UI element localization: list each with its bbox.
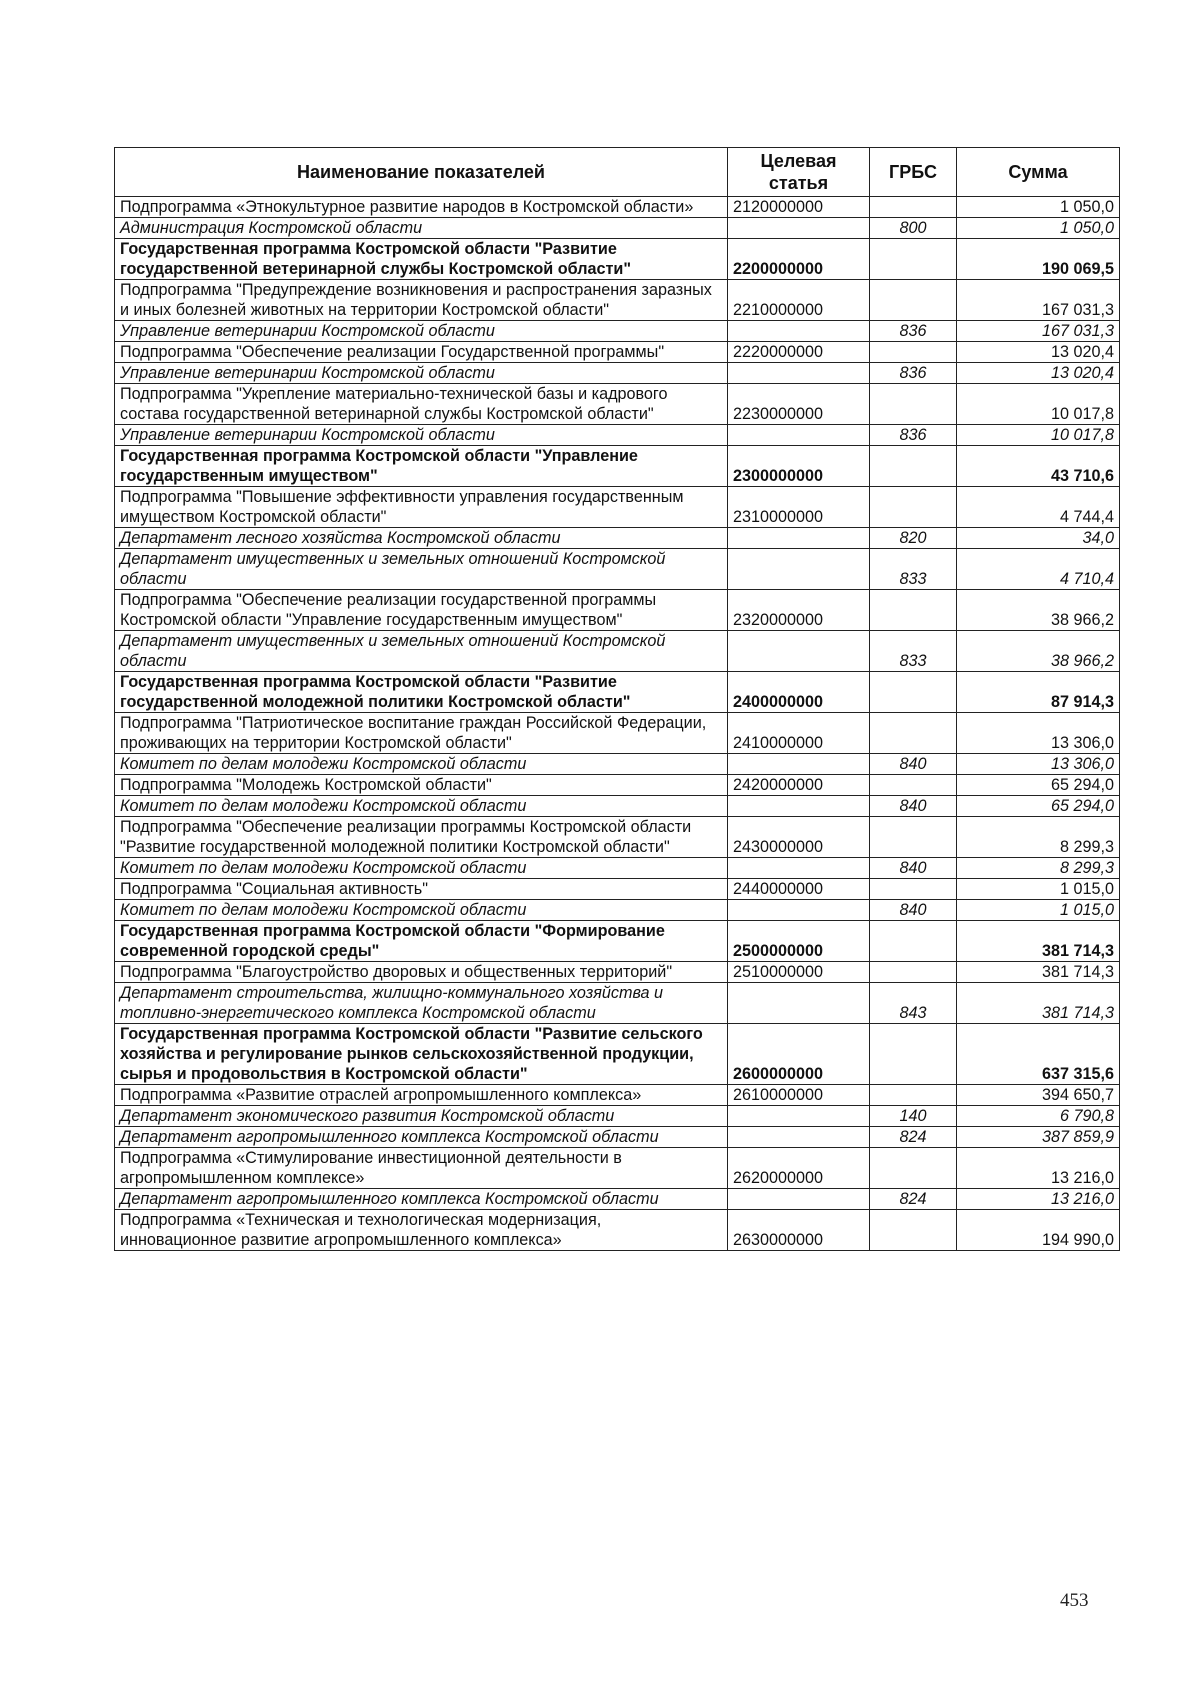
row-code: [728, 858, 870, 879]
row-sum: 8 299,3: [957, 858, 1120, 879]
row-code: [728, 631, 870, 672]
table-row: [115, 631, 1120, 672]
row-code: 2400000000: [728, 672, 870, 713]
row-grbs: [870, 713, 957, 754]
row-grbs: [870, 446, 957, 487]
row-code: 2610000000: [728, 1085, 870, 1106]
row-grbs: [870, 342, 957, 363]
table-row: [115, 425, 1120, 446]
row-sum: 13 306,0: [957, 754, 1120, 775]
row-sum: 637 315,6: [957, 1024, 1120, 1085]
row-sum: 10 017,8: [957, 384, 1120, 425]
row-grbs: 840: [870, 858, 957, 879]
row-code: [728, 528, 870, 549]
row-name: Подпрограмма «Развитие отраслей агропромышленного комплекса»: [115, 1085, 728, 1106]
row-code: [728, 363, 870, 384]
row-grbs: 840: [870, 754, 957, 775]
budget-table: [114, 147, 1120, 1251]
table-row: [115, 1210, 1120, 1251]
row-name: Подпрограмма "Благоустройство дворовых и общественных территорий": [115, 962, 728, 983]
row-name: Подпрограмма "Обеспечение реализации программы Костромской области "Развитие государственной молодежной политики Костромской области": [115, 817, 728, 858]
row-code: [728, 549, 870, 590]
row-name: Подпрограмма "Молодежь Костромской области": [115, 775, 728, 796]
row-grbs: [870, 1148, 957, 1189]
table-row: [115, 983, 1120, 1024]
row-grbs: 836: [870, 363, 957, 384]
row-sum: 87 914,3: [957, 672, 1120, 713]
row-name: Подпрограмма "Предупреждение возникновения и распространения заразных и иных болезней животных на территории Костромской области": [115, 280, 728, 321]
row-sum: 1 015,0: [957, 879, 1120, 900]
row-grbs: [870, 1024, 957, 1085]
row-name: Подпрограмма «Стимулирование инвестиционной деятельности в агропромышленном комплексе»: [115, 1148, 728, 1189]
table-row: [115, 921, 1120, 962]
row-name: Государственная программа Костромской области "Развитие государственной ветеринарной службы Костромской области": [115, 239, 728, 280]
table-row: [115, 754, 1120, 775]
row-sum: 43 710,6: [957, 446, 1120, 487]
row-sum: 167 031,3: [957, 280, 1120, 321]
row-code: 2220000000: [728, 342, 870, 363]
row-code: [728, 218, 870, 239]
table-row: [115, 239, 1120, 280]
row-sum: 65 294,0: [957, 796, 1120, 817]
table-row: [115, 321, 1120, 342]
row-sum: 6 790,8: [957, 1106, 1120, 1127]
header-name: Наименование показателей: [115, 148, 728, 197]
row-code: [728, 1106, 870, 1127]
page-number: 453: [1060, 1590, 1089, 1611]
table-row: [115, 1106, 1120, 1127]
row-sum: 381 714,3: [957, 962, 1120, 983]
row-sum: 387 859,9: [957, 1127, 1120, 1148]
table-row: [115, 1148, 1120, 1189]
row-sum: 194 990,0: [957, 1210, 1120, 1251]
row-code: [728, 321, 870, 342]
row-grbs: 824: [870, 1189, 957, 1210]
row-grbs: 840: [870, 796, 957, 817]
row-grbs: [870, 672, 957, 713]
table-row: [115, 1085, 1120, 1106]
table-row: [115, 590, 1120, 631]
table-row: [115, 549, 1120, 590]
row-name: Департамент агропромышленного комплекса Костромской области: [115, 1189, 728, 1210]
header-grbs: ГРБС: [870, 148, 957, 197]
table-row: [115, 817, 1120, 858]
row-sum: 381 714,3: [957, 983, 1120, 1024]
row-code: 2440000000: [728, 879, 870, 900]
row-name: Подпрограмма "Обеспечение реализации Государственной программы": [115, 342, 728, 363]
row-code: 2320000000: [728, 590, 870, 631]
table-row: [115, 713, 1120, 754]
row-name: Подпрограмма «Техническая и технологическая модернизация, инновационное развитие агропромышленного комплекса»: [115, 1210, 728, 1251]
row-name: Управление ветеринарии Костромской области: [115, 321, 728, 342]
header-sum: Сумма: [957, 148, 1120, 197]
row-code: [728, 425, 870, 446]
table-row: [115, 775, 1120, 796]
table-row: [115, 1127, 1120, 1148]
row-grbs: [870, 879, 957, 900]
table-row: [115, 900, 1120, 921]
row-name: Государственная программа Костромской области "Управление государственным имуществом": [115, 446, 728, 487]
row-code: 2620000000: [728, 1148, 870, 1189]
row-name: Подпрограмма "Повышение эффективности управления государственным имуществом Костромской области": [115, 487, 728, 528]
row-sum: 13 216,0: [957, 1189, 1120, 1210]
row-name: Комитет по делам молодежи Костромской области: [115, 796, 728, 817]
table-row: [115, 528, 1120, 549]
row-code: [728, 1127, 870, 1148]
row-sum: 381 714,3: [957, 921, 1120, 962]
row-name: Департамент агропромышленного комплекса Костромской области: [115, 1127, 728, 1148]
row-grbs: 140: [870, 1106, 957, 1127]
row-name: Подпрограмма "Патриотическое воспитание граждан Российской Федерации, проживающих на территории Костромской области": [115, 713, 728, 754]
row-code: [728, 796, 870, 817]
row-sum: 65 294,0: [957, 775, 1120, 796]
row-name: Комитет по делам молодежи Костромской области: [115, 858, 728, 879]
row-grbs: [870, 1085, 957, 1106]
row-grbs: 800: [870, 218, 957, 239]
table-body: [115, 197, 1120, 1251]
row-grbs: [870, 590, 957, 631]
row-sum: 13 306,0: [957, 713, 1120, 754]
row-grbs: 833: [870, 549, 957, 590]
row-code: 2310000000: [728, 487, 870, 528]
table-row: [115, 342, 1120, 363]
table-row: [115, 197, 1120, 218]
row-sum: 4 710,4: [957, 549, 1120, 590]
row-grbs: 820: [870, 528, 957, 549]
row-name: Подпрограмма "Обеспечение реализации государственной программы Костромской области "Управление государственным имуществом": [115, 590, 728, 631]
row-sum: 13 020,4: [957, 363, 1120, 384]
row-name: Комитет по делам молодежи Костромской области: [115, 900, 728, 921]
row-sum: 38 966,2: [957, 631, 1120, 672]
row-code: [728, 1189, 870, 1210]
row-grbs: 840: [870, 900, 957, 921]
row-grbs: 836: [870, 425, 957, 446]
row-grbs: [870, 921, 957, 962]
row-name: Управление ветеринарии Костромской области: [115, 363, 728, 384]
row-code: 2200000000: [728, 239, 870, 280]
row-sum: 1 050,0: [957, 218, 1120, 239]
row-code: 2510000000: [728, 962, 870, 983]
table-row: [115, 672, 1120, 713]
table-row: [115, 796, 1120, 817]
row-code: 2230000000: [728, 384, 870, 425]
row-grbs: [870, 817, 957, 858]
table-row: [115, 1024, 1120, 1085]
row-grbs: 836: [870, 321, 957, 342]
row-grbs: [870, 775, 957, 796]
row-sum: 1 050,0: [957, 197, 1120, 218]
table-row: [115, 1189, 1120, 1210]
row-code: 2120000000: [728, 197, 870, 218]
row-code: 2210000000: [728, 280, 870, 321]
row-grbs: 824: [870, 1127, 957, 1148]
row-name: Комитет по делам молодежи Костромской области: [115, 754, 728, 775]
row-code: [728, 983, 870, 1024]
row-name: Администрация Костромской области: [115, 218, 728, 239]
row-grbs: [870, 280, 957, 321]
row-grbs: [870, 197, 957, 218]
row-code: 2420000000: [728, 775, 870, 796]
row-sum: 167 031,3: [957, 321, 1120, 342]
row-sum: 4 744,4: [957, 487, 1120, 528]
row-name: Государственная программа Костромской области "Формирование современной городской среды": [115, 921, 728, 962]
table-row: [115, 962, 1120, 983]
row-name: Департамент имущественных и земельных отношений Костромской области: [115, 549, 728, 590]
row-code: [728, 900, 870, 921]
table-row: [115, 218, 1120, 239]
row-name: Департамент имущественных и земельных отношений Костромской области: [115, 631, 728, 672]
row-code: [728, 754, 870, 775]
row-grbs: [870, 384, 957, 425]
table-header-row: [115, 148, 1120, 197]
row-sum: 394 650,7: [957, 1085, 1120, 1106]
table-row: [115, 487, 1120, 528]
row-grbs: [870, 239, 957, 280]
row-sum: 190 069,5: [957, 239, 1120, 280]
row-grbs: [870, 962, 957, 983]
row-code: 2430000000: [728, 817, 870, 858]
table-row: [115, 384, 1120, 425]
row-name: Подпрограмма "Укрепление материально-технической базы и кадрового состава государственной ветеринарной службы Костромской области": [115, 384, 728, 425]
row-name: Подпрограмма «Этнокультурное развитие народов в Костромской области»: [115, 197, 728, 218]
row-grbs: 843: [870, 983, 957, 1024]
row-name: Департамент лесного хозяйства Костромской области: [115, 528, 728, 549]
row-code: 2600000000: [728, 1024, 870, 1085]
row-sum: 38 966,2: [957, 590, 1120, 631]
row-sum: 10 017,8: [957, 425, 1120, 446]
table-row: [115, 446, 1120, 487]
row-code: 2300000000: [728, 446, 870, 487]
row-grbs: [870, 487, 957, 528]
row-grbs: [870, 1210, 957, 1251]
table-row: [115, 879, 1120, 900]
row-name: Государственная программа Костромской области "Развитие государственной молодежной политики Костромской области": [115, 672, 728, 713]
row-sum: 13 020,4: [957, 342, 1120, 363]
row-code: 2500000000: [728, 921, 870, 962]
row-name: Подпрограмма "Социальная активность": [115, 879, 728, 900]
row-code: 2630000000: [728, 1210, 870, 1251]
row-name: Департамент строительства, жилищно-коммунального хозяйства и топливно-энергетического комплекса Костромской области: [115, 983, 728, 1024]
row-name: Управление ветеринарии Костромской области: [115, 425, 728, 446]
row-grbs: 833: [870, 631, 957, 672]
row-sum: 34,0: [957, 528, 1120, 549]
header-code: Целевая статья: [728, 148, 870, 197]
table-row: [115, 363, 1120, 384]
row-code: 2410000000: [728, 713, 870, 754]
row-name: Департамент экономического развития Костромской области: [115, 1106, 728, 1127]
table-row: [115, 280, 1120, 321]
row-sum: 1 015,0: [957, 900, 1120, 921]
table-row: [115, 858, 1120, 879]
row-sum: 8 299,3: [957, 817, 1120, 858]
row-name: Государственная программа Костромской области "Развитие сельского хозяйства и регулирование рынков сельскохозяйственной продукции, сырья и продовольствия в Костромской области": [115, 1024, 728, 1085]
row-sum: 13 216,0: [957, 1148, 1120, 1189]
